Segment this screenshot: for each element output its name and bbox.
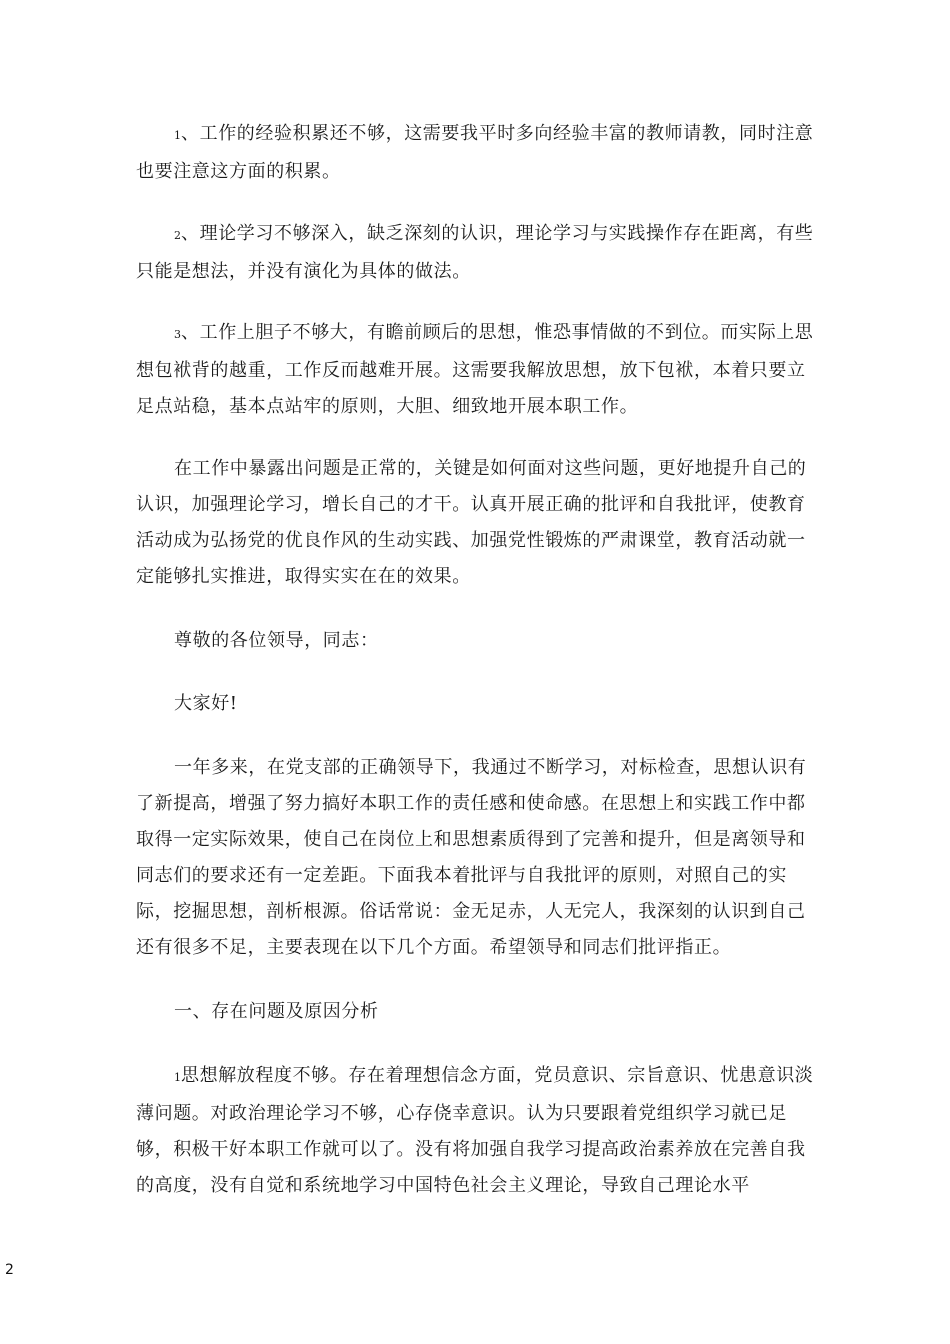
- list-number: 1: [174, 1071, 181, 1084]
- paragraph-text: 思想解放程度不够。存在着理想信念方面，党员意识、宗旨意识、忧患意识淡薄问题。对政治理论学习不够，心存侥幸意识。认为只要跟着党组织学习就已足够，积极干好本职工作就可以了。没有将加强自我学习提高政治素养放在完善自我的高度，没有自觉和系统地学习中国特色社会主义理论，导致自己理论水平: [136, 1065, 814, 1196]
- paragraph-text: 一年多来，在党支部的正确领导下，我通过不断学习，对标检查，思想认识有了新提高，增强了努力搞好本职工作的责任感和使命感。在思想上和实践工作中都取得一定实际效果，使自己在岗位上和思想素质得到了完善和提升，但是离领导和同志们的要求还有一定差距。下面我本着批评与自我批评的原则，对照自己的实际，挖掘思想，剖析根源。俗话常说：金无足赤，人无完人，我深刻的认识到自己还有很多不足，主要表现在以下几个方面。希望领导和同志们批评指正。: [136, 757, 807, 958]
- paragraph-summary: [136, 451, 822, 595]
- paragraph-item-1: [136, 116, 822, 190]
- paragraph-item-problem-1: [136, 1058, 822, 1204]
- paragraph-text: 尊敬的各位领导，同志：: [174, 630, 379, 651]
- greeting: [136, 686, 822, 722]
- paragraph-text: 、工作上胆子不够大，有瞻前顾后的思想，惟恐事情做的不到位。而实际上思想包袱背的越重，工作反而越难开展。这需要我解放思想，放下包袱，本着只要立足点站稳，基本点站牢的原则，大胆、细致地开展本职工作。: [136, 322, 814, 417]
- paragraph-text: 在工作中暴露出问题是正常的，关键是如何面对这些问题，更好地提升自己的认识，加强理论学习，增长自己的才干。认真开展正确的批评和自我批评，使教育活动成为弘扬党的优良作风的生动实践、加强党性锻炼的严肃课堂，教育活动就一定能够扎实推进，取得实实在在的效果。: [136, 458, 807, 587]
- section-heading: [136, 994, 822, 1030]
- paragraph-item-3: [136, 315, 822, 425]
- page-number: 2: [5, 1262, 14, 1278]
- paragraph-item-2: [136, 216, 822, 290]
- paragraph-text: 、理论学习不够深入，缺乏深刻的认识，理论学习与实践操作存在距离，有些只能是想法，并没有演化为具体的做法。: [136, 223, 814, 282]
- paragraph-text: 、工作的经验积累还不够，这需要我平时多向经验丰富的教师请教，同时注意也要注意这方面的积累。: [136, 123, 814, 182]
- paragraph-text: 一、存在问题及原因分析: [174, 1001, 379, 1022]
- paragraph-text: 大家好!: [174, 693, 238, 714]
- salutation: [136, 623, 822, 659]
- paragraph-intro: [136, 750, 822, 966]
- list-number: 3: [174, 328, 181, 341]
- list-number: 1: [174, 129, 181, 142]
- list-number: 2: [174, 229, 181, 242]
